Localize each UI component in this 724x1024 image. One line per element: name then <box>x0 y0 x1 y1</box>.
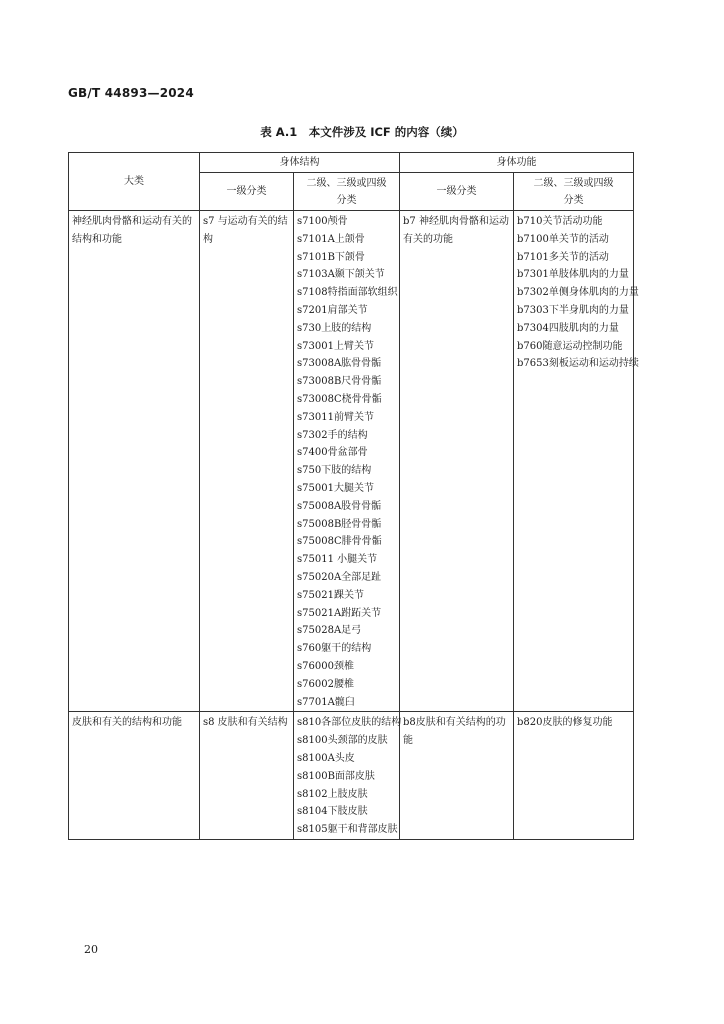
bs-list-item: s810各部位皮肤的结构 <box>297 717 402 729</box>
bs-level1-cell: s7 与运动有关的结构 <box>200 211 294 712</box>
bs-list-item: s75028A足弓 <box>297 625 362 637</box>
bf-list-item: b7653刻板运动和运动持续 <box>517 358 639 370</box>
bs-list-item: s750下肢的结构 <box>297 465 372 477</box>
bs-level1-cell: s8 皮肤和有关结构 <box>200 712 294 840</box>
bs-list-item: s73011前臂关节 <box>297 411 374 423</box>
bs-list-item: s7101B下颌骨 <box>297 251 365 263</box>
header-bs-level234-line1: 二级、三级或四级 <box>306 177 387 189</box>
bf-items-cell <box>514 211 639 712</box>
icf-table <box>68 152 639 840</box>
bs-list-item: s75011 小腿关节 <box>297 554 378 566</box>
bs-list-item: s730上肢的结构 <box>297 322 372 334</box>
bf-level1-cell: b8皮肤和有关结构的功能 <box>400 712 514 840</box>
standard-code: GB/T 44893—2024 <box>68 86 194 100</box>
bs-list-item: s75020A全部足趾 <box>297 571 382 583</box>
bs-list-item: s75021A跗跖关节 <box>297 607 382 619</box>
bf-list-item: b7101多关节的活动 <box>517 251 609 263</box>
bs-list-item: s7400骨盆部骨 <box>297 447 368 459</box>
bs-list-item: s7302手的结构 <box>297 429 368 441</box>
bs-list-item: s7701A髋臼 <box>297 696 355 708</box>
bs-list-item: s7100颅骨 <box>297 216 348 227</box>
header-bf-level234-line2: 分类 <box>563 194 584 206</box>
bf-list-item: b820皮肤的修复功能 <box>517 717 613 729</box>
header-body-function: 身体功能 <box>400 153 634 173</box>
header-dalei: 大类 <box>69 153 200 211</box>
table-title: 表 A.1 本文件涉及 ICF 的内容（续） <box>260 125 464 139</box>
bf-items-cell <box>514 712 634 840</box>
bs-list-item: s8104下肢皮肤 <box>297 806 368 818</box>
bs-list-item: s75008A股骨骨骺 <box>297 500 382 512</box>
bs-items-cell <box>294 712 400 840</box>
bs-list-item: s73001上臂关节 <box>297 340 374 352</box>
bf-list-item: b760随意运动控制功能 <box>517 340 623 352</box>
table-row <box>69 712 634 840</box>
bs-list-item: s7201肩部关节 <box>297 304 368 316</box>
bs-list-item: s8100B面部皮肤 <box>297 770 375 782</box>
header-body-structure: 身体结构 <box>200 153 400 173</box>
category-cell: 皮肤和有关的结构和功能 <box>69 712 200 840</box>
bs-list-item: s76002腰椎 <box>297 678 354 690</box>
bs-list-item: s73008C桡骨骨骺 <box>297 393 382 405</box>
header-bs-level234-line2: 分类 <box>336 194 357 206</box>
bs-list-item: s73008B尺骨骨骺 <box>297 376 382 388</box>
header-bf-level234 <box>514 173 634 211</box>
bf-list-item: b7100单关节的活动 <box>517 233 609 245</box>
bf-list-item: b7301单肢体肌肉的力量 <box>517 269 629 281</box>
header-bs-level234 <box>294 173 400 211</box>
bs-list-item: s8102上肢皮肤 <box>297 788 368 800</box>
bs-list-item: s8100A头皮 <box>297 752 355 764</box>
bf-list-item: b7303下半身肌肉的力量 <box>517 304 629 316</box>
bf-list-item: b7302单侧身体肌肉的力量 <box>517 287 639 299</box>
bs-list-item: s75021踝关节 <box>297 589 364 601</box>
header-bf-level234-line1: 二级、三级或四级 <box>533 177 614 189</box>
bs-list-item: s7108特指面部软组织 <box>297 287 398 299</box>
header-bs-level1: 一级分类 <box>200 173 294 211</box>
bs-list-item: s760躯干的结构 <box>297 643 372 655</box>
bs-list-item: s76000颈椎 <box>297 660 354 672</box>
bs-list-item: s7101A上颌骨 <box>297 233 365 245</box>
bs-items-cell <box>294 211 400 712</box>
category-cell: 神经肌肉骨骼和运动有关的结构和功能 <box>69 211 200 712</box>
bs-list-item: s73008A肱骨骨骺 <box>297 358 382 370</box>
bs-list-item: s7103A颞下颌关节 <box>297 269 385 281</box>
bf-list-item: b710关节活动功能 <box>517 216 603 227</box>
bs-list-item: s75001大腿关节 <box>297 482 374 494</box>
bs-list-item: s8105躯干和背部皮肤 <box>297 824 398 836</box>
page-number: 20 <box>84 943 98 956</box>
header-bf-level1: 一级分类 <box>400 173 514 211</box>
bf-level1-cell: b7 神经肌肉骨骼和运动有关的功能 <box>400 211 514 712</box>
bf-list-item: b7304四肢肌肉的力量 <box>517 322 619 334</box>
table-row <box>69 211 634 712</box>
bs-list-item: s75008C腓骨骨骺 <box>297 536 382 548</box>
bs-list-item: s75008B胫骨骨骺 <box>297 518 382 530</box>
bs-list-item: s8100头颈部的皮肤 <box>297 735 388 747</box>
